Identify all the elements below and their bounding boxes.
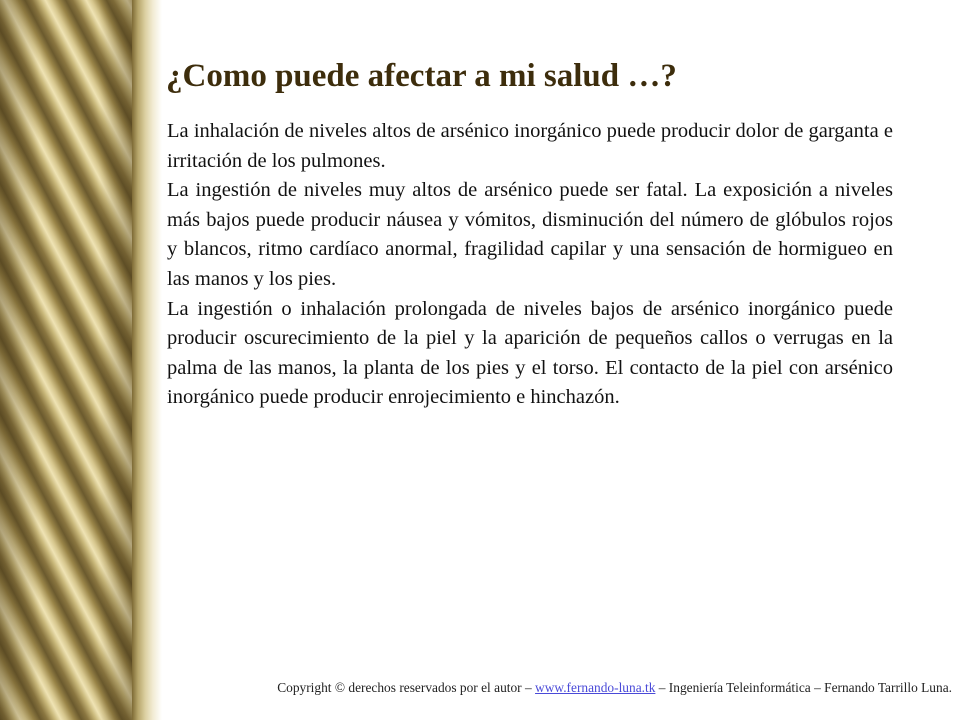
paragraph-ingestion: La ingestión de niveles muy altos de arsénico puede ser fatal. La exposición a niveles más bajos puede producir náusea y vómitos, disminución del número de glóbulos rojos y blancos, ritmo cardíaco anormal, fragilidad capilar y una sensación de hormigueo en las manos y los pies. <box>167 179 893 290</box>
paragraph-prolonged-exposure: La ingestión o inhalación prolongada de niveles bajos de arsénico inorgánico puede producir oscurecimiento de la piel y la aparición de pequeños callos o verrugas en la palma de las manos, la planta de los pies y el torso. El contacto de la piel con arsénico inorgánico puede producir enrojecimiento e hinchazón. <box>167 297 893 409</box>
footer-suffix: – Ingeniería Teleinformática – Fernando Tarrillo Luna. <box>655 680 952 695</box>
copyright-footer <box>277 680 952 696</box>
slide-title: ¿Como puede afectar a mi salud …? <box>166 58 677 94</box>
decorative-gold-gradient <box>132 0 162 720</box>
decorative-gold-bar <box>0 0 132 720</box>
author-website-link[interactable]: www.fernando-luna.tk <box>535 680 656 695</box>
paragraph-inhalation: La inhalación de niveles altos de arsénico inorgánico puede producir dolor de garganta e irritación de los pulmones. <box>167 120 893 172</box>
slide-body <box>167 117 893 413</box>
footer-prefix: Copyright © derechos reservados por el autor – <box>277 680 536 695</box>
